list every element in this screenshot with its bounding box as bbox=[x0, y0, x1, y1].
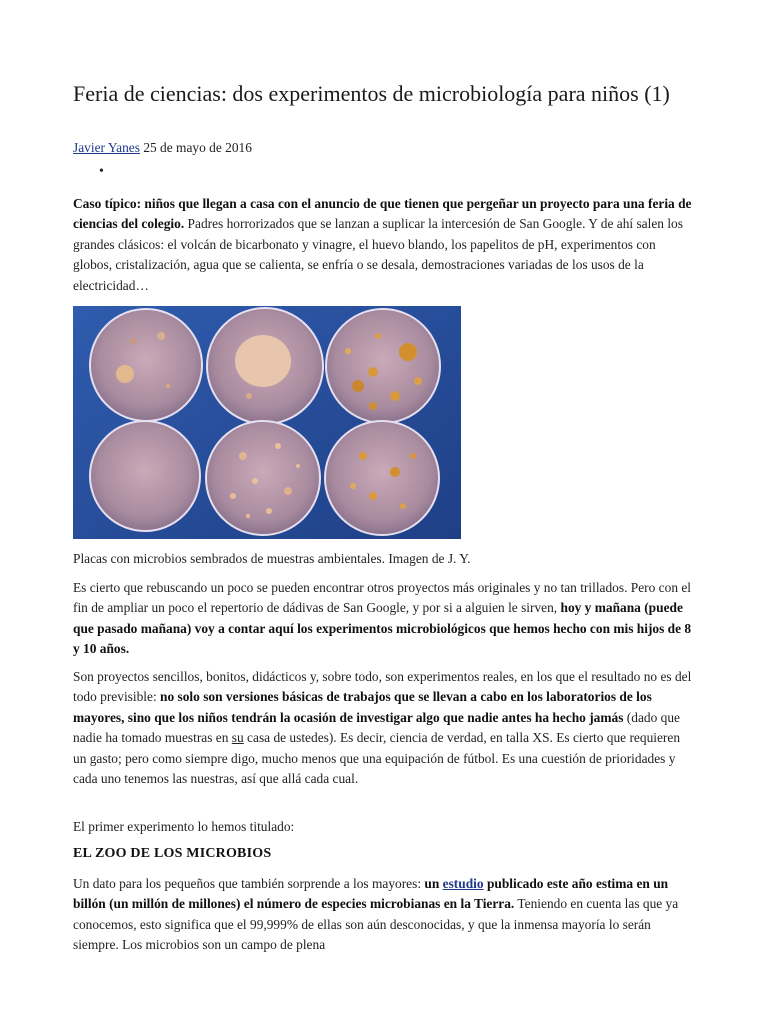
petri-dish-3 bbox=[326, 309, 440, 423]
petri-dish-1 bbox=[90, 309, 202, 421]
paragraph-simple-bold: no solo son versiones básicas de trabajos que se llevan a cabo en los laboratorios de los mayores, sino que los niños tendrán la ocasión de investigar algo que nadie antes ha hecho jamás bbox=[73, 689, 652, 725]
author-link[interactable]: Javier Yanes bbox=[73, 140, 140, 155]
petri-dish-6 bbox=[325, 421, 439, 535]
publish-date: 25 de mayo de 2016 bbox=[143, 140, 252, 155]
paragraph-projects-text: Es cierto que rebuscando un poco se pueden encontrar otros proyectos más originales y no tan trillados. Pero con el fin de ampliar un poco el repertorio de dádivas de San Google, y por si a alguien le sirven, bbox=[73, 580, 692, 616]
petri-dishes-image bbox=[73, 306, 461, 539]
paragraph-microbe-fact bbox=[73, 874, 695, 956]
paragraph-first-experiment: El primer experimento lo hemos titulado: bbox=[73, 819, 295, 834]
paragraph-projects-bold: hoy y mañana (puede que pasado mañana) voy a contar aquí los experimentos microbiológicos que hemos hecho con mis hijos de 8 y 10 años. bbox=[73, 600, 692, 657]
paragraph-fact-text: Un dato para los pequeños que también sorprende a los mayores: bbox=[73, 876, 425, 891]
paragraph-projects bbox=[73, 578, 695, 660]
empty-list-bullet: • bbox=[99, 164, 104, 179]
article-title: Feria de ciencias: dos experimentos de microbiología para niños (1) bbox=[73, 81, 670, 106]
petri-dish-4 bbox=[90, 421, 200, 531]
figure-caption: Placas con microbios sembrados de muestras ambientales. Imagen de J. Y. bbox=[73, 551, 471, 566]
intro-text: Padres horrorizados que se lanzan a suplicar la intercesión de San Google. Y de ahí salen los grandes clásicos: el volcán de bicarbonato y vinagre, el huevo blando, los papelitos de pH, experimentos con globos, cristalización, agua que se calienta, se enfría o se desala, demostraciones variadas de los usos de la electricidad… bbox=[73, 216, 683, 293]
paragraph-fact-bold-2: publicado este año estima en un billón (un millón de millones) el número de especies microbianas en la Tierra. bbox=[73, 876, 669, 912]
paragraph-simple-text-a: Son proyectos sencillos, bonitos, didácticos y, sobre todo, son experimentos reales, en los que el resultado no es del todo previsible: bbox=[73, 669, 692, 705]
paragraph-fact-bold-1: un bbox=[424, 876, 443, 891]
paragraph-fact-rest: Teniendo en cuenta las que ya conocemos, esto significa que el 99,999% de ellas son aún desconocidas, y que la inmensa mayoría lo serán siempre. Los microbios son un campo de plena bbox=[73, 896, 679, 953]
paragraph-simple-text-b: (dado que nadie ha tomado muestras en bbox=[73, 709, 680, 746]
section-heading: EL ZOO DE LOS MICROBIOS bbox=[73, 846, 272, 861]
article-meta bbox=[73, 139, 252, 157]
paragraph-simple-projects bbox=[73, 667, 695, 789]
petri-dish-5 bbox=[206, 421, 320, 535]
underlined-su: su bbox=[231, 730, 244, 746]
estudio-link[interactable]: estudio bbox=[442, 876, 484, 891]
intro-bold: Caso típico: niños que llegan a casa con el anuncio de que tienen que pergeñar un proyecto para una feria de ciencias del colegio. bbox=[73, 196, 692, 232]
petri-dish-2 bbox=[207, 308, 323, 424]
petri-dishes-photo bbox=[73, 306, 461, 539]
paragraph-simple-text-c: casa de ustedes). Es decir, ciencia de verdad, en talla XS. Es cierto que requieren un gasto; pero como siempre digo, mucho menos que una equipación de fútbol. Es una cuestión de prioridades y cada uno tenemos las nuestras, así que allá cada cual. bbox=[73, 730, 681, 787]
intro-paragraph bbox=[73, 194, 695, 296]
